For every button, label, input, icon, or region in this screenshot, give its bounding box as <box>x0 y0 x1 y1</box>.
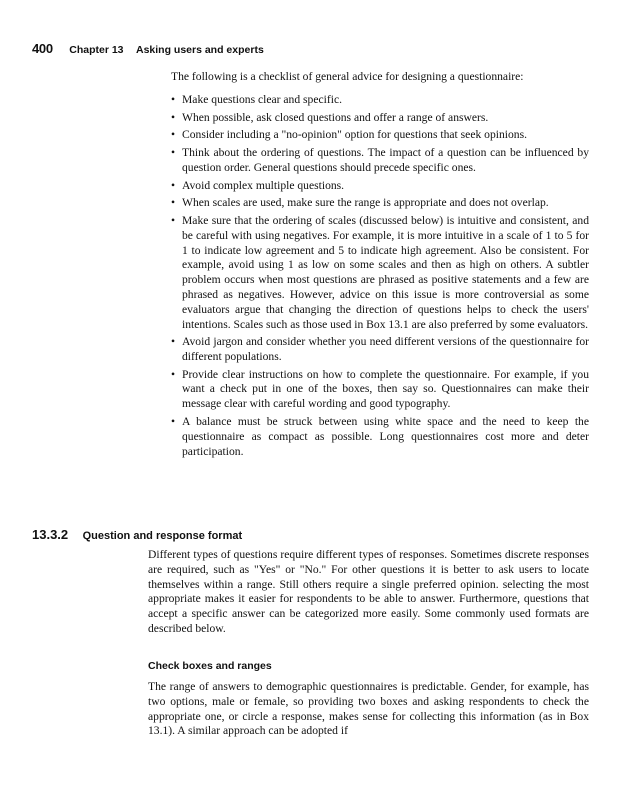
bullet-icon: • <box>171 414 176 428</box>
chapter-title: Asking users and experts <box>135 44 264 56</box>
checklist-item <box>171 196 589 211</box>
bullet-icon: • <box>171 178 176 192</box>
checklist-item <box>171 93 589 108</box>
bullet-icon: • <box>171 367 176 381</box>
checklist-item-text: Consider including a "no-opinion" option for questions that seek opinions. <box>182 128 528 142</box>
checklist-item <box>171 111 589 126</box>
questionnaire-checklist <box>171 93 589 462</box>
checklist-item-text: Make questions clear and specific. <box>182 93 342 106</box>
page-number: 400 <box>32 41 53 56</box>
checklist-item-text: Make sure that the ordering of scales (discussed below) is intuitive and consistent, and be careful with using negatives. For example, it is more intuitive in a scale of 1 to 5 for 1 to indicate low agreement and 5 to indicate high agreement. Also be consistent. For example, avoid using 1 as low on some scales and then as high on others. A subtler problem occurs when most questions are phrased as positive statements and a few are phrased as negatives. However, advice on this issue is more controversial as some evaluators argue that changing the direction of questions helps to check the users' intentions. Scales such as those used in Box 13.1 are also preferred by some evaluators. <box>182 213 589 331</box>
checklist-item-text: When scales are used, make sure the range is appropriate and does not overlap. <box>182 196 549 210</box>
bullet-icon: • <box>171 213 176 227</box>
checklist-item-text: Think about the ordering of questions. The impact of a question can be influenced by question order. General questions should precede specific ones. <box>182 146 589 174</box>
checklist-item-text: A balance must be struck between using white space and the need to keep the questionnaire as compact as possible. Long questionnaires cost more and deter participation. <box>182 414 589 458</box>
checklist-item-text: Avoid jargon and consider whether you need different versions of the questionnaire for different populations. <box>182 335 589 363</box>
bullet-icon: • <box>171 146 176 160</box>
checklist-item <box>171 415 589 459</box>
checklist-item <box>171 128 589 143</box>
bullet-icon: • <box>171 128 176 142</box>
bullet-icon: • <box>171 196 176 210</box>
section-heading <box>32 526 242 544</box>
checklist-item-text: When possible, ask closed questions and offer a range of answers. <box>182 110 489 124</box>
checklist-item <box>171 214 589 332</box>
bullet-icon: • <box>171 93 176 106</box>
bullet-icon: • <box>171 110 176 124</box>
checklist-item <box>171 335 589 365</box>
checklist-intro: The following is a checklist of general advice for designing a questionnaire: <box>171 70 524 83</box>
checklist-item-text: Avoid complex multiple questions. <box>182 178 345 192</box>
section-number: 13.3.2 <box>32 527 69 542</box>
checklist-item <box>171 368 589 412</box>
checklist-item <box>171 146 589 176</box>
section-title: Question and response format <box>82 530 243 542</box>
bullet-icon: • <box>171 335 176 349</box>
checklist-item <box>171 179 589 194</box>
running-header <box>32 40 264 58</box>
chapter-label: Chapter 13 <box>69 44 124 56</box>
checklist-item-text: Provide clear instructions on how to complete the questionnaire. For example, if you want a check put in one of the boxes, then say so. Questionnaires can make their message clear with careful wording and good typography. <box>182 367 589 411</box>
subsection-paragraph: The range of answers to demographic questionnaires is predictable. Gender, for example, has two options, male or female, so providing two boxes and asking respondents to check the appropriate one, or circle a response, makes sense for collecting this information (as in Box 13.1). A similar approach can be adopted if <box>148 680 589 738</box>
section-paragraph: Different types of questions require different types of responses. Sometimes discrete responses are required, such as "Yes" or "No." For other questions it is better to ask users to locate themselves within a range. Still others require a single preferred opinion. selecting the most appropriate makes it easier for respondents to be able to answer. Furthermore, questions that accept a specific answer can be categorized more easily. Some commonly used formats are described below. <box>148 548 589 635</box>
subsection-heading: Check boxes and ranges <box>148 660 272 672</box>
